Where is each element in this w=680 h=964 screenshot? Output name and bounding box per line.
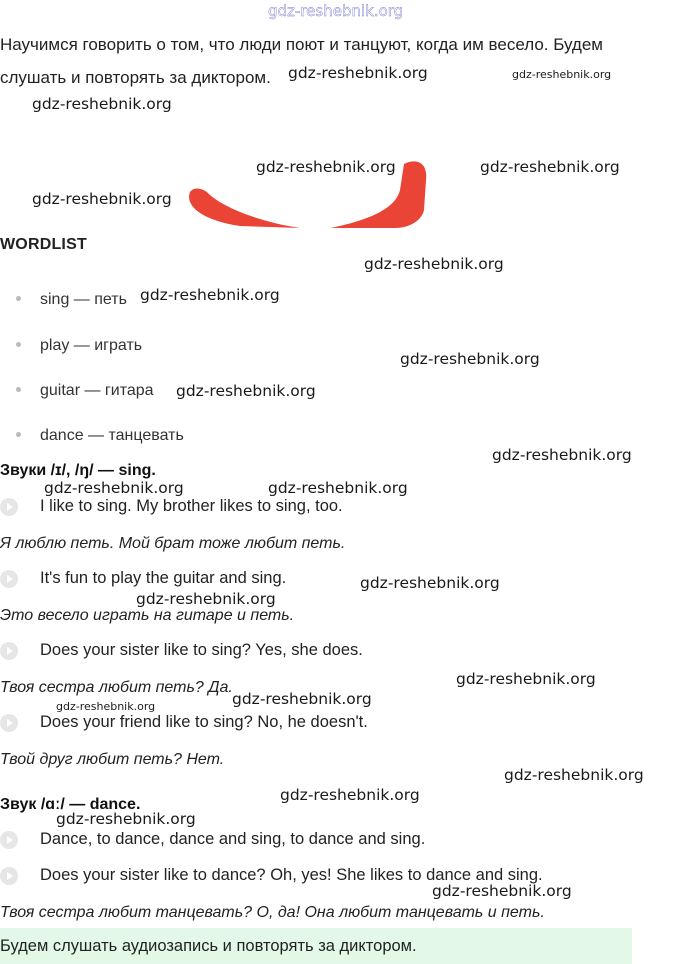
wordlist-item — [16, 427, 184, 445]
phrase-text: Does your sister like to sing? Yes, she does. — [40, 641, 363, 659]
audio-note: Будем слушать аудиозапись и повторять за диктором. — [0, 928, 632, 964]
section-title-sound-a: Звук /ɑː/ — dance. — [0, 796, 141, 813]
watermark-text: gdz-reshebnik.org — [480, 158, 620, 176]
phrase-row — [0, 641, 363, 660]
phrase-text: I like to sing. My brother likes to sing, too. — [40, 497, 343, 515]
phrase-row — [0, 569, 286, 588]
wordlist-item-text: play — играть — [40, 337, 143, 354]
phrase-text: Does your sister like to dance? Oh, yes! She likes to dance and sing. — [40, 866, 543, 884]
play-icon[interactable] — [0, 831, 18, 849]
watermark-text: gdz-reshebnik.org — [56, 810, 196, 828]
bullet-icon — [16, 296, 21, 301]
phrase-row — [0, 830, 425, 849]
phrase-translation: Твоя сестра любит танцевать? О, да! Она любит танцевать и петь. — [0, 904, 545, 921]
play-icon[interactable] — [0, 570, 18, 588]
phrase-text: Dance, to dance, dance and sing, to dance and sing. — [40, 830, 426, 848]
watermark-text: gdz-reshebnik.org — [32, 95, 172, 113]
wordlist-item — [16, 382, 154, 400]
watermark-text: gdz-reshebnik.org — [280, 786, 420, 804]
watermark-text: gdz-reshebnik.org — [456, 670, 596, 688]
bullet-icon — [16, 387, 21, 392]
wordlist-item-text: guitar — гитара — [40, 382, 154, 399]
play-icon[interactable] — [0, 867, 18, 885]
watermark-text: gdz-reshebnik.org — [268, 2, 404, 20]
wordlist-item-text: dance — танцевать — [40, 427, 184, 444]
watermark-text: gdz-reshebnik.org — [44, 479, 184, 497]
watermark-text: gdz-reshebnik.org — [512, 68, 612, 81]
watermark-text: gdz-reshebnik.org — [176, 382, 316, 400]
watermark-text: gdz-reshebnik.org — [256, 158, 396, 176]
phrase-row — [0, 497, 343, 516]
play-icon[interactable] — [0, 498, 18, 516]
watermark-text: gdz-reshebnik.org — [288, 64, 428, 82]
play-icon[interactable] — [0, 642, 18, 660]
wordlist-title: WORDLIST — [0, 236, 87, 253]
watermark-text: gdz-reshebnik.org — [492, 446, 632, 464]
intro-paragraph: Научимся говорить о том, что люди поют и танцуют, когда им весело. Будем слушать и повторять за диктором. — [0, 35, 603, 87]
watermark-text: gdz-reshebnik.org — [268, 479, 408, 497]
phrase-row — [0, 713, 368, 732]
watermark-text: gdz-reshebnik.org — [432, 882, 572, 900]
wordlist-item-text: sing — петь — [40, 291, 127, 308]
phrase-translation: Твой друг любит петь? Нет. — [0, 751, 225, 768]
play-icon[interactable] — [0, 714, 18, 732]
phrase-translation: Твоя сестра любит петь? Да. — [0, 679, 233, 696]
watermark-text: gdz-reshebnik.org — [364, 255, 504, 273]
wordlist-item — [16, 291, 127, 309]
watermark-text: gdz-reshebnik.org — [56, 700, 156, 713]
phrase-text: It's fun to play the guitar and sing. — [40, 569, 287, 587]
bullet-icon — [16, 432, 21, 437]
phrase-text: Does your friend like to sing? No, he doesn't. — [40, 713, 368, 731]
bullet-icon — [16, 342, 21, 347]
watermark-text: gdz-reshebnik.org — [32, 190, 172, 208]
section-title-sounds: Звуки /ɪ/, /ŋ/ — sing. — [0, 462, 156, 479]
watermark-text: gdz-reshebnik.org — [400, 350, 540, 368]
phrase-translation: Это весело играть на гитаре и петь. — [0, 607, 295, 624]
wordlist-item — [16, 337, 142, 355]
watermark-text: gdz-reshebnik.org — [504, 766, 644, 784]
watermark-text: gdz-reshebnik.org — [140, 286, 280, 304]
watermark-text: gdz-reshebnik.org — [360, 574, 500, 592]
watermark-text: gdz-reshebnik.org — [136, 590, 276, 608]
phrase-translation: Я люблю петь. Мой брат тоже любит петь. — [0, 535, 346, 552]
watermark-text: gdz-reshebnik.org — [232, 690, 372, 708]
